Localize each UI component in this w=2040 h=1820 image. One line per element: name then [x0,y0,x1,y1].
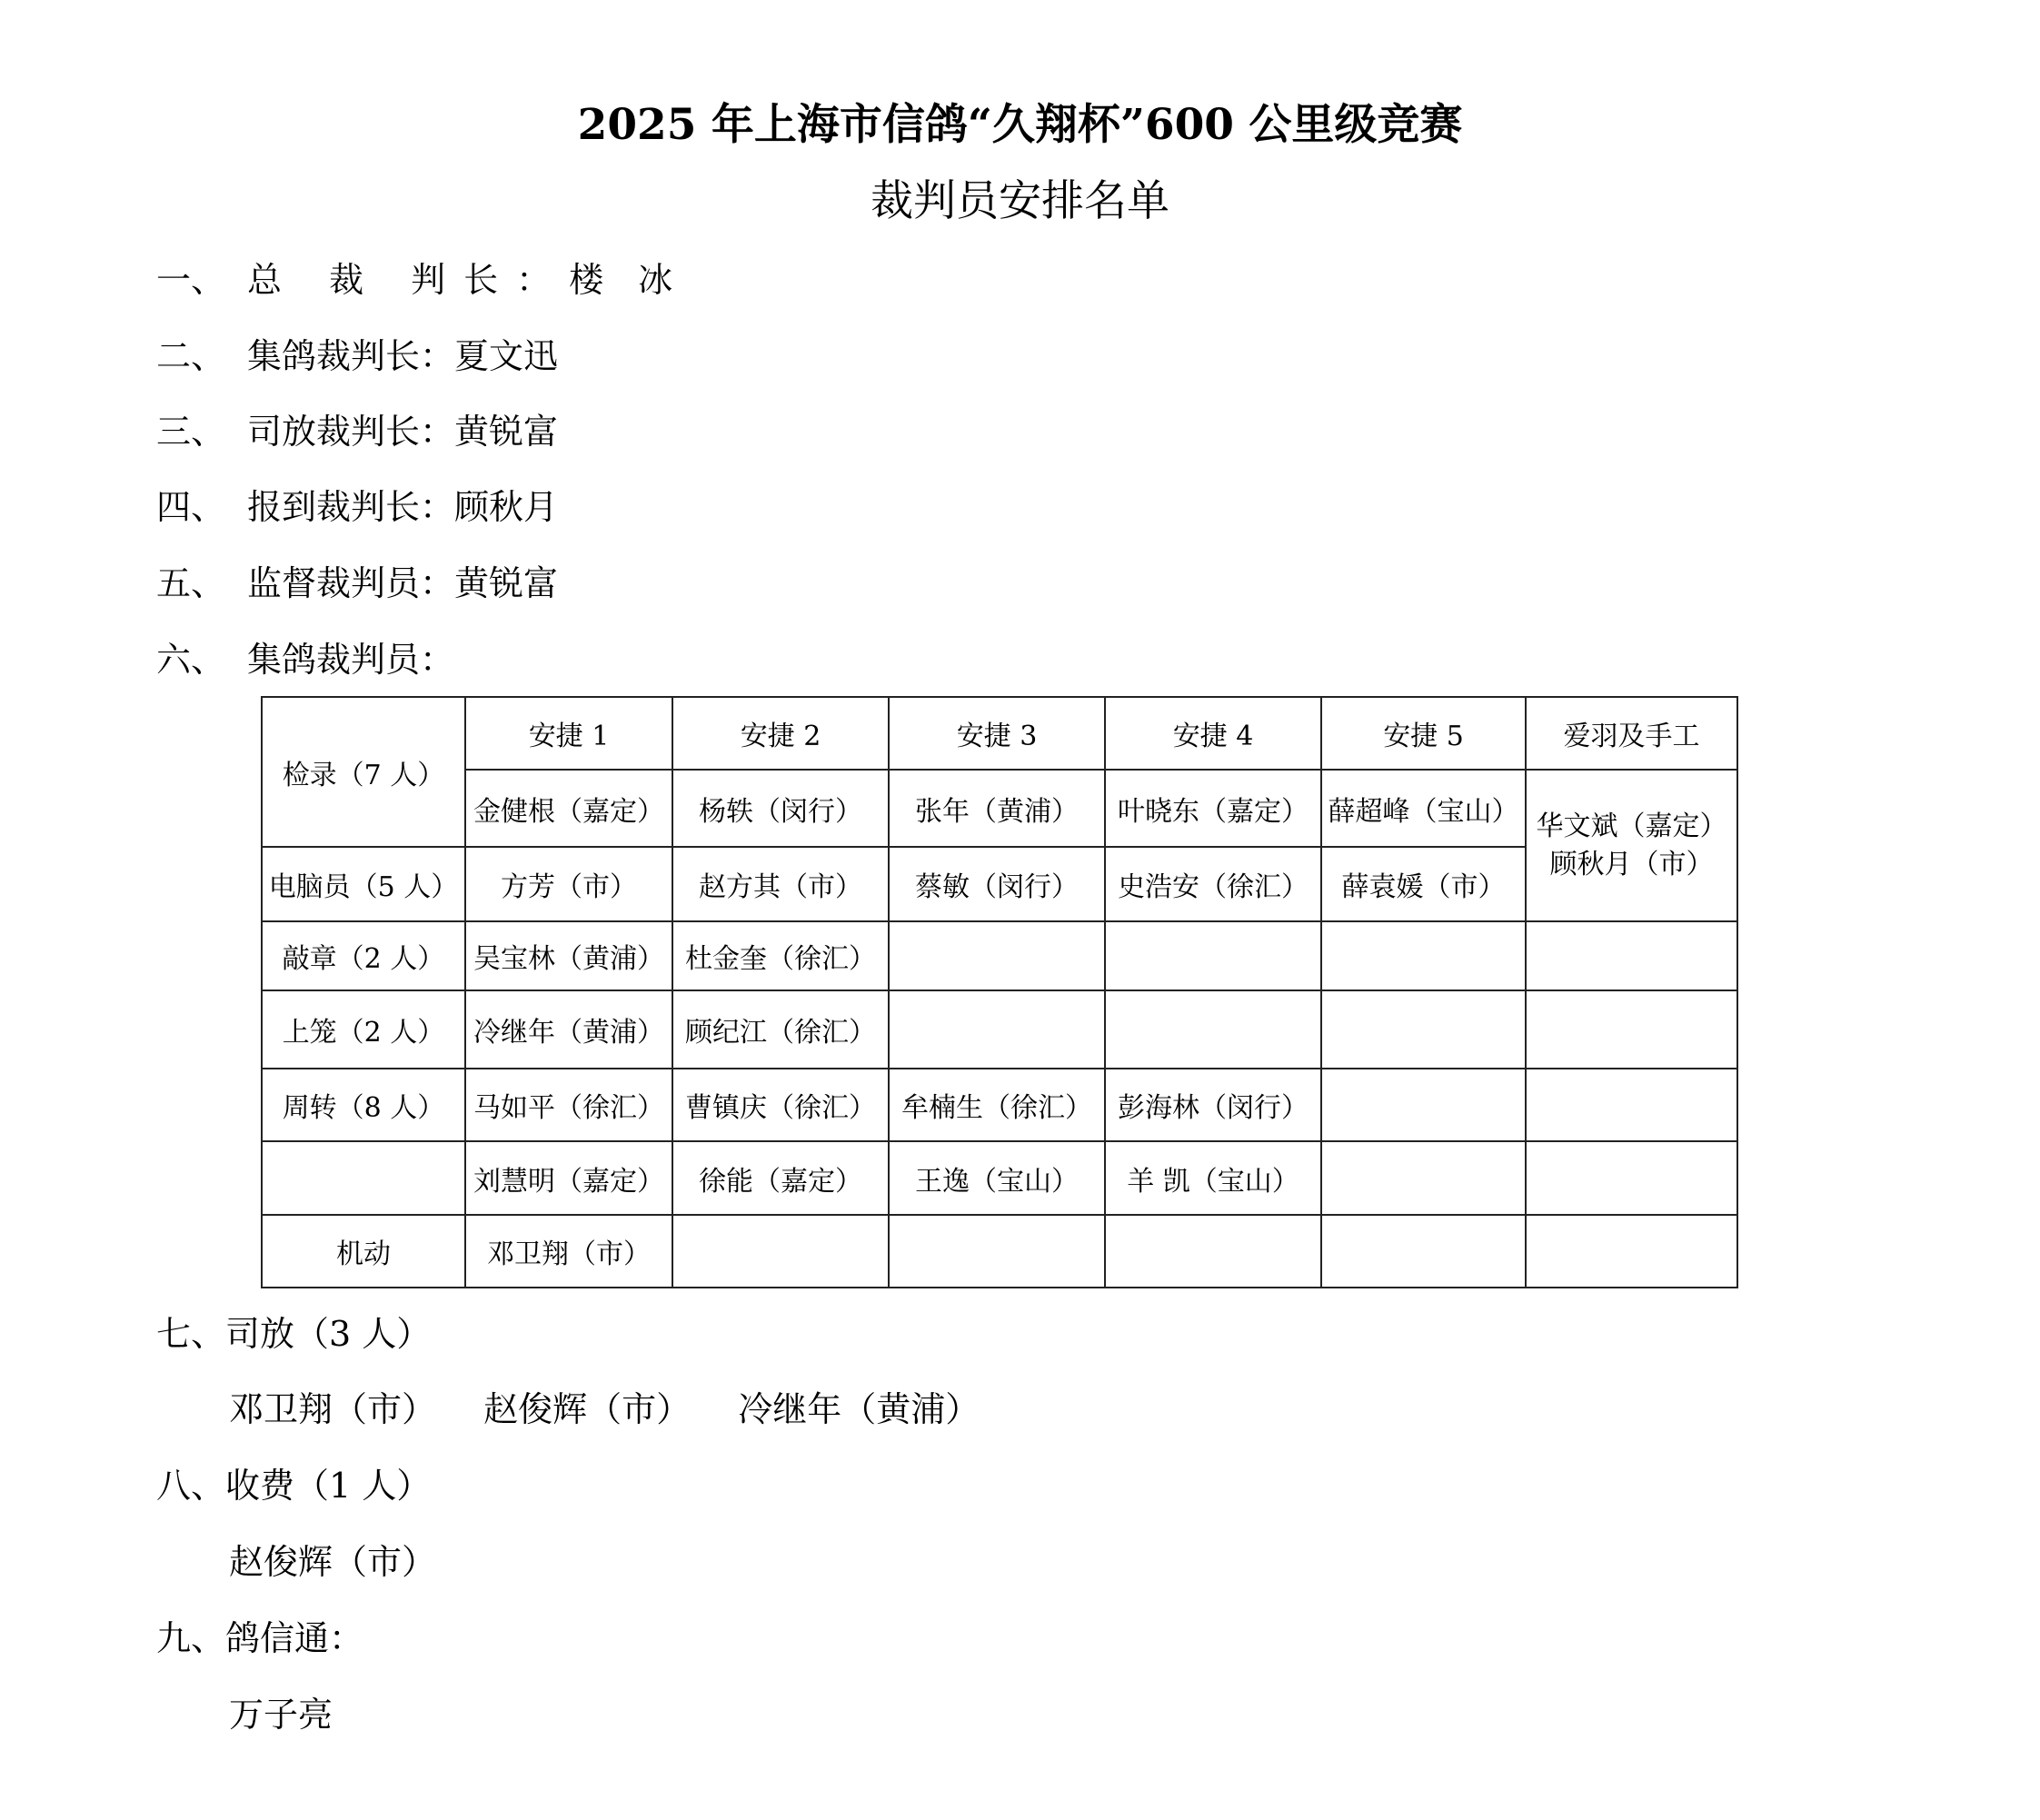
section-fee-names [229,1539,473,1585]
item-number: 一、 [156,260,226,300]
item-value: 楼 冰 [569,260,673,300]
item-value: 顾秋月 [454,487,559,527]
table-cell [889,1215,1105,1288]
item-value: 黄锐富 [454,563,559,603]
header-anjie-3: 安捷 3 [889,697,1105,770]
table-row-transfer [262,1069,1737,1141]
table-cell: 史浩安（徐汇） [1105,847,1321,921]
table-row-checkin [262,770,1737,847]
table-cell [1105,990,1321,1069]
section-fee-title: 八、收费（1 人） [156,1466,432,1506]
table-cell: 金健根（嘉定） [465,770,672,847]
table-row-computer [262,847,1737,921]
header-anjie-2: 安捷 2 [672,697,889,770]
fee-name: 赵俊辉（市） [229,1542,437,1582]
section-release-names [229,1387,1016,1432]
item-number: 五、 [156,563,226,603]
table-row-mobile [262,1215,1737,1288]
table-cell [1526,990,1737,1069]
table-cell: 冷继年（黄浦） [465,990,672,1069]
table-cell: 王逸（宝山） [889,1141,1105,1215]
item-number: 三、 [156,412,226,452]
table-cell [672,1215,889,1288]
table-cell: 赵方其（市） [672,847,889,921]
table-row-transfer-2 [262,1141,1737,1215]
table-cell [1321,1069,1526,1141]
row-label-checkin: 检录（7 人） [262,697,465,847]
item-label: 司放裁判长： [247,412,455,452]
table-cell: 方芳（市） [465,847,672,921]
item-release-chief [156,409,558,454]
release-name: 赵俊辉（市） [483,1389,692,1429]
table-cell: 杜金奎（徐汇） [672,921,889,990]
table-cell: 顾纪江（徐汇） [672,990,889,1069]
table-cell: 薛袁媛（市） [1321,847,1526,921]
table-cell: 叶晓东（嘉定） [1105,770,1321,847]
item-registration-chief [156,484,558,530]
aiyu-name: 顾秋月（市） [1549,848,1714,880]
table-cell [1321,1141,1526,1215]
table-cell: 彭海林（闵行） [1105,1069,1321,1141]
section-gexintong-title: 九、鸽信通： [156,1618,364,1658]
table-cell: 徐能（嘉定） [672,1141,889,1215]
table-cell: 牟楠生（徐汇） [889,1069,1105,1141]
table-cell: 邓卫翔（市） [465,1215,672,1288]
item-collection-chief [156,333,558,379]
row-label-blank [262,1141,465,1215]
table-row-cage [262,990,1737,1069]
table-cell [1321,1215,1526,1288]
table-cell: 蔡敏（闵行） [889,847,1105,921]
header-anjie-5: 安捷 5 [1321,697,1526,770]
item-number: 六、 [156,640,226,680]
header-aiyu: 爱羽及手工 [1526,697,1737,770]
release-name: 邓卫翔（市） [229,1389,437,1429]
table-row-stamp [262,921,1737,990]
gexintong-name: 万子亮 [229,1695,333,1735]
table-cell [1105,1215,1321,1288]
aiyu-name: 华文斌（嘉定） [1536,810,1727,842]
table-cell: 刘慧明（嘉定） [465,1141,672,1215]
referee-table [261,696,1738,1288]
table-cell: 薛超峰（宝山） [1321,770,1526,847]
row-label-computer: 电脑员（5 人） [262,847,465,921]
document-subtitle: 裁判员安排名单 [871,176,1169,226]
item-value: 夏文迅 [454,336,559,376]
header-anjie-1: 安捷 1 [465,697,672,770]
table-cell [1321,990,1526,1069]
item-number: 二、 [156,336,226,376]
section-gexintong-names [229,1692,369,1737]
section-release-title: 七、司放（3 人） [156,1314,432,1354]
row-label-cage: 上笼（2 人） [262,990,465,1069]
table-cell: 羊 凯（宝山） [1105,1141,1321,1215]
table-cell: 马如平（徐汇） [465,1069,672,1141]
table-cell [1526,1215,1737,1288]
table-cell [889,921,1105,990]
table-cell [1526,1141,1737,1215]
item-label: 集鸽裁判长： [247,336,455,376]
item-label: 报到裁判长： [247,487,455,527]
header-anjie-4: 安捷 4 [1105,697,1321,770]
item-value: 黄锐富 [454,412,559,452]
item-number: 四、 [156,487,226,527]
aiyu-cell [1526,770,1737,921]
item-supervisor [156,561,558,606]
row-label-transfer: 周转（8 人） [262,1069,465,1141]
table-cell: 吴宝林（黄浦） [465,921,672,990]
row-label-stamp: 敲章（2 人） [262,921,465,990]
table-cell: 曹镇庆（徐汇） [672,1069,889,1141]
document-title: 2025 年上海市信鸽“久翔杯”600 公里级竞赛 [577,100,1463,150]
item-label: 监督裁判员： [247,563,455,603]
item-label: 集鸽裁判员： [247,640,455,680]
release-name: 冷继年（黄浦） [738,1389,980,1429]
table-cell [1321,921,1526,990]
table-cell: 杨轶（闵行） [672,770,889,847]
table-cell: 张年（黄浦） [889,770,1105,847]
table-cell [1526,1069,1737,1141]
table-cell [1526,921,1737,990]
table-cell [1105,921,1321,990]
table-header-row [262,697,1737,770]
item-chief-referee [156,257,672,303]
table-cell [889,990,1105,1069]
item-label: 总 裁 判长： [247,260,570,300]
item-collection-referees [156,637,454,682]
row-label-mobile: 机动 [262,1215,465,1288]
